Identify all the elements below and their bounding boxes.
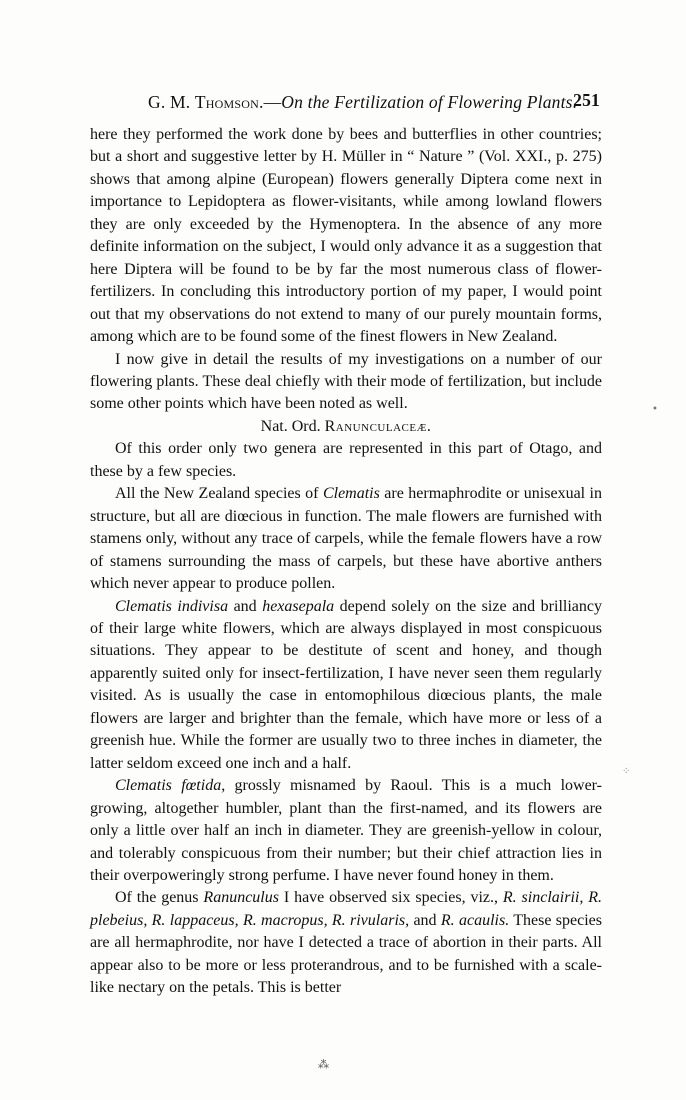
p7-text-a: Of the genus xyxy=(115,889,204,907)
running-head xyxy=(88,92,600,116)
paragraph-4 xyxy=(90,483,602,595)
author-initials: G. M. xyxy=(148,92,195,112)
p7-text-c: and xyxy=(409,911,441,929)
print-speck: ⁘ xyxy=(622,766,631,777)
p7-species-list: R. sinclairii, R. plebeius, R. lappaceus, R. macropus, R. rivularis, xyxy=(90,889,602,929)
heading-prefix: Nat. Ord. xyxy=(260,417,325,435)
p5-species-1: Clematis indivisa xyxy=(115,597,229,615)
running-head-text xyxy=(148,92,577,113)
header-dash: .— xyxy=(259,92,282,112)
print-speck: • xyxy=(652,404,658,415)
author-surname: Thomson xyxy=(194,92,260,112)
p6-species: Clematis fœtida xyxy=(115,777,222,795)
heading-order-name: Ranunculaceæ. xyxy=(324,417,432,435)
p5-text-a: and xyxy=(228,597,263,615)
paragraph-6 xyxy=(90,775,602,887)
paragraph-3: Of this order only two genera are represented in this part of Otago, and these by a few species. xyxy=(90,440,602,480)
body-text xyxy=(90,124,602,1000)
p7-text-d: These species are all hermaphrodite, nor have I detected a trace of abortion in their parts. All appear also to be more or less proterandrous, and to be furnished with a scale-like nectary on the petals. This is better xyxy=(90,911,602,997)
p7-species-last: R. acaulis. xyxy=(440,911,510,929)
p7-genus: Ranunculus xyxy=(203,889,279,907)
paragraph-7 xyxy=(90,887,602,999)
paragraph-1: here they performed the work done by bees and butterflies in other countries; but a short and suggestive letter by H. Müller in “ Nature ” (Vol. XXI., p. 275) shows that among alpine (European) flowers generally Diptera come next in importance to Lepidoptera as flower-visitants, while among lowland flowers they are only exceeded by the Hymenoptera. In the absence of any more definite information on the subject, I would only advance it as a suggestion that here Diptera will be found to be by far the most numerous class of flower-fertilizers. In concluding this introductory portion of my paper, I would point out that my observations do not extend to many of our purely mountain forms, among which are to be found some of the finest flowers in New Zealand. xyxy=(90,126,602,346)
paragraph-5 xyxy=(90,596,602,776)
p5-species-2: hexasepala xyxy=(262,597,335,615)
p4-genus: Clematis xyxy=(322,485,380,503)
paragraph-2: I now give in detail the results of my investigations on a number of our flowering plants. These deal chiefly with their mode of fertilization, but include some other points which have been noted as well. xyxy=(90,350,602,413)
footer-ornament: ⁂ xyxy=(318,1058,330,1071)
p4-text-a: All the New Zealand species of xyxy=(115,485,323,503)
p7-text-b: I have observed six species, viz., xyxy=(278,889,503,907)
page-number: 251 xyxy=(573,90,600,110)
p4-text-b: are hermaphrodite or unisexual in structure, but all are diœcious in function. The male flowers are furnished with stamens only, without any trace of carpels, while the female flowers have a row of stamens surrounding the mass of carpels, but these have abortive anthers which never appear to produce pollen. xyxy=(90,485,603,593)
p6-text: , grossly misnamed by Raoul. This is a much lower-growing, altogether humbler, plant than the first-named, and its flowers are only a little over half an inch in diameter. They are greenish-yellow in colour, and tolerably conspicuous from their number; but their chief attraction lies in their overpoweringly strong perfume. I have never found honey in them. xyxy=(90,777,602,884)
section-heading xyxy=(90,416,602,438)
article-title: On the Fertilization of Flowering Plants. xyxy=(281,92,578,112)
p5-text-b: depend solely on the size and brilliancy of their large white flowers, which are always displayed in most conspicuous situations. They appear to be destitute of scent and honey, and though apparently suited only for insect-fertilization, I have never seen them regularly visited. As is usually the case in entomophilous diœcious plants, the male flowers are larger and brighter than the female, which have more or less of a greenish hue. While the former are usually two to three inches in diameter, the latter seldom exceed one inch and a half. xyxy=(90,597,602,772)
